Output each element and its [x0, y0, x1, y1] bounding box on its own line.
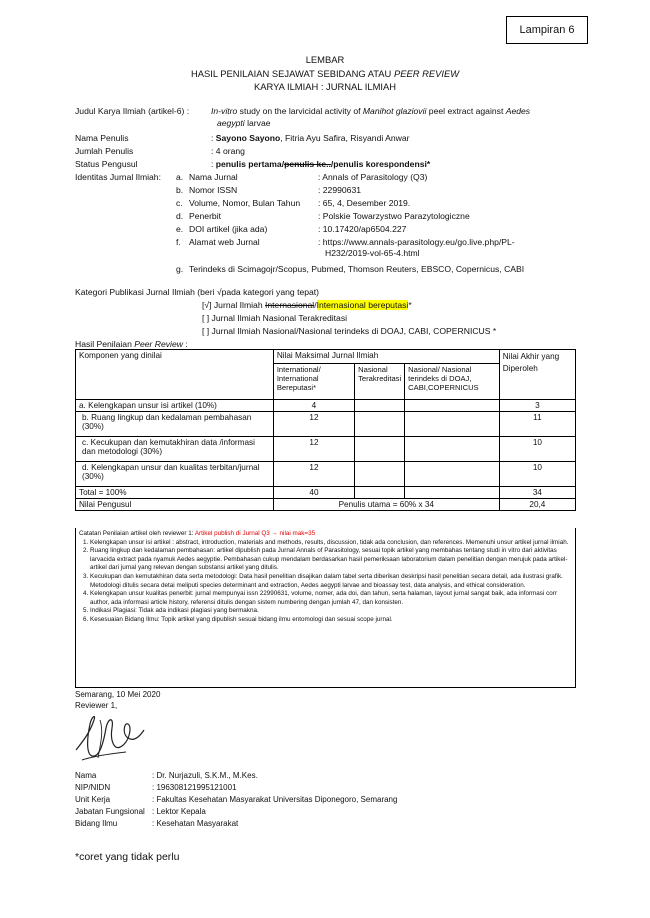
judul-g: larvae [244, 118, 271, 128]
th-komponen: Komponen yang dinilai [76, 350, 274, 400]
cell-akhir: 10 [499, 437, 575, 462]
kategori-opt2: [ ] Jurnal Ilmiah Nasional Terakreditasi [202, 313, 348, 323]
cell-akhir: 3 [499, 400, 575, 412]
cell-nasidx [405, 487, 500, 499]
cell-nas [355, 462, 405, 487]
judul-f: aegypti [217, 118, 245, 128]
title-line1: LEMBAR [305, 54, 345, 65]
kat-opt1-e: * [408, 300, 412, 310]
note-item: 5. Indikasi Plagiasi: Tidak ada indikasi plagiasi yang bermakna. [90, 607, 572, 616]
status-b: / [281, 159, 285, 169]
th-nas: Nasional Terakreditasi [355, 364, 405, 400]
hasil-a: Hasil Penilaian [75, 339, 135, 349]
judul-a: In-vitro [211, 106, 238, 116]
jurnal-item-letter: b. [176, 185, 184, 195]
jumlah-label: Jumlah Penulis [75, 146, 134, 156]
jurnal-item-label: Volume, Nomor, Bulan Tahun [189, 198, 301, 208]
place-date: Semarang, 10 Mei 2020 [75, 690, 161, 699]
jurnal-item-label: Alamat web Jurnal [189, 237, 260, 247]
cell-nas [355, 487, 405, 499]
cell-akhir: 11 [499, 412, 575, 437]
hasil-b: Peer Review [134, 339, 183, 349]
table-row [76, 487, 576, 499]
th-maks: Nilai Maksimal Jurnal Ilmiah [273, 350, 499, 364]
judul-d: peel extract against [426, 106, 506, 116]
jurnal-item-letter: a. [176, 172, 184, 182]
pengusul-label: Nilai Pengusul [76, 499, 274, 511]
sig-field-value: : Fakultas Kesehatan Masyarakat Universitas Diponegoro, Semarang [152, 795, 398, 804]
jurnal-item-letter: c. [176, 198, 183, 208]
cell-int: 12 [273, 462, 354, 487]
jurnal-item-label: Nomor ISSN [189, 185, 238, 195]
sig-field-value: : Lektor Kepala [152, 807, 206, 816]
hasil-c: : [182, 339, 188, 349]
sig-field-label: Unit Kerja [75, 795, 111, 804]
sig-field-label: Bidang Ilmu [75, 819, 118, 828]
jurnal-item-label: Terindeks di Scimagojr/Scopus, Pubmed, Thomson Reuters, EBSCO, Copernicus, CABI [189, 264, 525, 274]
nama-value: : Sayono Sayono, Fitria Ayu Safira, Risyandi Anwar [211, 133, 410, 143]
jumlah-value: : 4 orang [211, 146, 245, 156]
jurnal-item-value: : Polskie Towarzystwo Parazytologiczne [318, 211, 470, 221]
note-item: 1. Kelengkapan unsur isi artikel : abstract, introduction, materials and methods, results, discussion, tidak ada conclusion, dan references. Memenuhi unsur artikel jurnal ilmiah. [90, 539, 572, 548]
title-line2-b: PEER REVIEW [393, 68, 460, 79]
cell-int: 4 [273, 400, 354, 412]
jurnal-item-value: : Annals of Parasitology (Q3) [318, 172, 428, 182]
cell-int: 12 [273, 437, 354, 462]
cell-komponen: d. Kelengkapan unsur dan kualitas terbitan/jurnal (30%) [76, 462, 274, 487]
judul-b: study on the larvicidal activity of [237, 106, 363, 116]
notes-header-a: Catatan Penilaian artikel oleh reviewer 1: [79, 530, 195, 537]
pengusul-formula: Penulis utama = 60% x 34 [273, 499, 499, 511]
jurnal-item-value: : 65, 4, Desember 2019. [318, 198, 411, 208]
judul-label: Judul Karya Ilmiah (artikel-6) : [75, 106, 190, 116]
jurnal-item-label: Nama Jurnal [189, 172, 238, 182]
kategori-label: Kategori Publikasi Jurnal Ilmiah (beri √pada kategori yang tepat) [75, 287, 320, 297]
th-akhir: Nilai Akhir yang Diperoleh [499, 350, 575, 400]
notes-header [79, 530, 572, 539]
sig-field-label: Jabatan Fungsional [75, 807, 145, 816]
cell-nas [355, 437, 405, 462]
cell-nasidx [405, 400, 500, 412]
jurnal-item-value: : 22990631 [318, 185, 362, 195]
sig-field-label: NIP/NIDN [75, 783, 111, 792]
cell-nasidx [405, 462, 500, 487]
sig-field-value: : 196308121995121001 [152, 783, 237, 792]
title-line2-a: HASIL PENILAIAN SEJAWAT SEBIDANG ATAU [190, 68, 394, 79]
cell-nasidx [405, 437, 500, 462]
kategori-opt1 [202, 300, 412, 310]
cell-komponen: c. Kecukupan dan kemutakhiran data /informasi dan metodologi (30%) [76, 437, 274, 462]
footnote: *coret yang tidak perlu [75, 851, 180, 863]
note-item: 3. Kecukupan dan kemutakhiran data serta metodologi: Data hasil penelitian disajikan dalam tabel serta diberikan deskripsi hasil penelitian secara detail, ada ilustrasi grafik. Metodologi ditulis secara detai meliputi species determinant and extraction, Aedes aegypti larvae and bioassay test, data analysis, and ethical consideration. [90, 573, 572, 590]
cell-nas [355, 412, 405, 437]
cell-komponen: a. Kelengkapan unsur isi artikel (10%) [76, 400, 274, 412]
cell-int: 12 [273, 412, 354, 437]
judul-line1 [211, 106, 530, 116]
cell-nasidx [405, 412, 500, 437]
jurnal-item-letter: e. [176, 224, 184, 234]
cell-komponen: b. Ruang lingkup dan kedalaman pembahasan (30%) [76, 412, 274, 437]
kategori-opt3: [ ] Jurnal Ilmiah Nasional/Nasional terindeks di DOAJ, CABI, COPERNICUS * [202, 326, 497, 336]
jurnal-item-value: : https://www.annals-parasitology.eu/go.live.php/PL- [318, 237, 515, 247]
notes-list [79, 539, 572, 625]
jurnal-item-value: H232/2019-vol-65-4.html [325, 248, 420, 258]
nama-bold: Sayono Sayono [215, 133, 281, 143]
judul-line2 [217, 118, 271, 128]
note-item: 4. Kelengkapan unsur kualitas penerbit: jurnal mempunyai issn 22990631, volume, nomer, ada doi, dan tahun, serta halaman, layout jurnal sangat baik, ada informasi corr author, ada informasi article history, referensi ditulis dengan sistem numbering dengan jumlah 47, dan konsisten. [90, 590, 572, 607]
title-line2 [0, 68, 650, 79]
cell-akhir: 10 [499, 462, 575, 487]
hasil-label [75, 339, 188, 349]
table-row [76, 400, 576, 412]
jurnal-item-letter: f. [176, 237, 181, 247]
identitas-label: Identitas Jurnal Ilmiah: [75, 172, 161, 182]
jurnal-item-label: DOI artikel (jika ada) [189, 224, 268, 234]
th-int: International/ International Bereputasi* [273, 364, 354, 400]
status-d: /penulis korespondensi* [330, 159, 431, 169]
status-label: Status Pengusul [75, 159, 138, 169]
kat-opt1-a: [√] Jurnal Ilmiah [202, 300, 265, 310]
cell-akhir: 34 [499, 487, 575, 499]
table-row [76, 412, 576, 437]
sig-field-value: : Kesehatan Masyarakat [152, 819, 239, 828]
table-row [76, 462, 576, 487]
cell-int: 40 [273, 487, 354, 499]
jurnal-item-letter: d. [176, 211, 184, 221]
notes-header-b: Artikel publish di Jurnal Q3 → nilai mak=35 [194, 530, 316, 537]
review-notes [75, 528, 576, 688]
status-a: penulis pertama [215, 159, 282, 169]
jurnal-item-letter: g. [176, 264, 184, 274]
table-row [76, 437, 576, 462]
kat-opt1-b: Internasional [265, 300, 315, 310]
status-value: : penulis pertama/penulis ke../penulis korespondensi* [211, 159, 431, 169]
nilai-table [75, 349, 576, 511]
jurnal-item-value: : 10.17420/ap6504.227 [318, 224, 407, 234]
nama-label: Nama Penulis [75, 133, 129, 143]
lampiran-box: Lampiran 6 [506, 16, 588, 44]
kat-opt1-c: / [314, 300, 317, 310]
judul-e: Aedes [505, 106, 531, 116]
note-item: 2. Ruang lingkup dan kedalaman pembahasan: artikel dipublish pada Jurnal Annals of Parasitology, sesuai topik artikel yang membahas tentang studi in vitro dari aktivitas larvacida extract pada nyamuk Aedes aegyptie. Pembahasan cukup mendalam berdasarkan hasil pemeriksaan laboratorium dalam penelitian dengan merujuk pada artikel-artikel dari jurnal yang relevan dengan substansi artikel yang ditulis. [90, 547, 572, 573]
status-c: penulis ke.. [284, 159, 331, 169]
note-item: 6. Kesesuaian Bidang Ilmu: Topik artikel yang dipublish sesuai bidang ilmu entomologi dan sesuai scope jurnal. [90, 616, 572, 625]
title-line3: KARYA ILMIAH : JURNAL ILMIAH [253, 81, 397, 92]
sig-field-label: Nama [75, 771, 97, 780]
cell-komponen: Total = 100% [76, 487, 274, 499]
pengusul-value: 20,4 [499, 499, 575, 511]
judul-c: Manihot glaziovii [362, 106, 427, 116]
jurnal-item-label: Penerbit [189, 211, 222, 221]
cell-nas [355, 400, 405, 412]
kat-opt1-d: Internasional bereputasi [316, 300, 409, 310]
signature-image [70, 710, 150, 765]
sig-field-value: : Dr. Nurjazuli, S.K.M., M.Kes. [152, 771, 258, 780]
reviewer-label: Reviewer 1, [75, 701, 118, 710]
nama-rest: , Fitria Ayu Safira, Risyandi Anwar [280, 133, 410, 143]
th-nasidx: Nasional/ Nasional terindeks di DOAJ, CABI,COPERNICUS [405, 364, 500, 400]
